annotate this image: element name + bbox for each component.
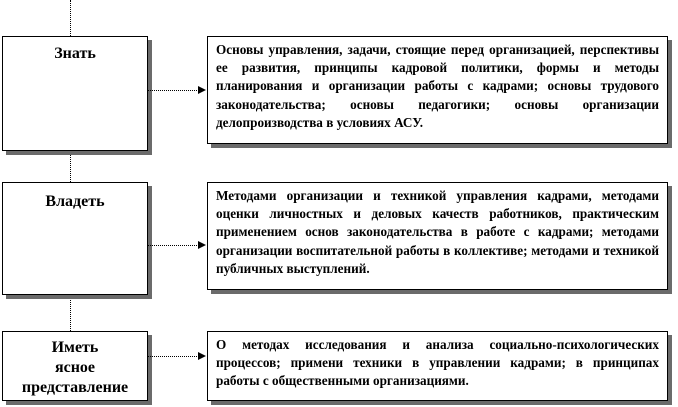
arrow-line-understand (148, 356, 199, 357)
arrow-head-understand (198, 352, 206, 360)
label-box-understand (2, 331, 148, 401)
description-know: Основы управления, задачи, стоящие перед организацией, перспективы ее развития, принципы кадровой политики, формы и методы планирования и организации работы с кадрами; основы трудового законодательства; основы педагогики; основы организации делопроизводства в условиях АСУ. (216, 42, 659, 130)
label-master: Владеть (45, 193, 105, 210)
arrow-line-know (148, 90, 199, 91)
label-understand-line-3: представление (21, 379, 129, 396)
connector-1-2 (70, 151, 71, 182)
description-box-know (207, 36, 668, 144)
label-box-know (2, 36, 148, 151)
description-understand: О методах исследования и анализа социально-психологических процессов; примени техники в управлении кадрами; в принципах работы с общественными организациями. (216, 337, 659, 389)
arrow-line-master (148, 245, 199, 246)
label-know: Знать (54, 45, 96, 62)
connector-2-3 (70, 295, 71, 331)
description-master: Методами организации и техникой управления кадрами, методами оценки личностных и деловых качеств работников, практическим применением основ законодательства в работе с кадрами; методами организации воспитательной работы в коллективе; методами и техникой публичных выступлений. (216, 188, 659, 276)
arrow-head-master (198, 241, 206, 249)
label-box-master (2, 182, 148, 295)
description-box-master (207, 182, 668, 290)
arrow-head-know (198, 86, 206, 94)
description-box-understand (207, 331, 668, 401)
label-understand-line-2: ясное (54, 359, 96, 376)
connector-top (70, 0, 71, 36)
label-understand-line-1: Иметь (51, 339, 99, 356)
